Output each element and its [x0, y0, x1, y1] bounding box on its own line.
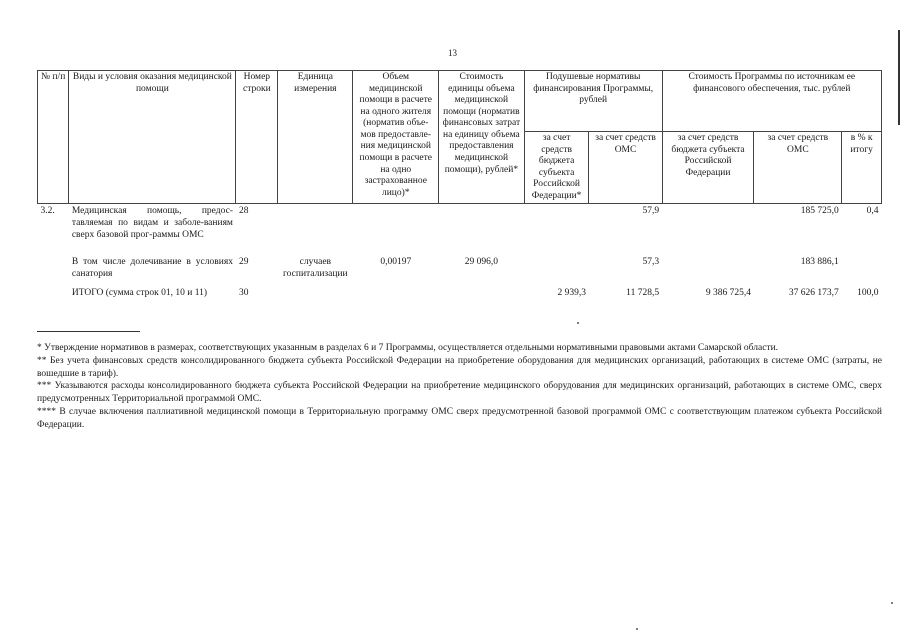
footnotes: [37, 342, 882, 432]
page-number: 13: [448, 48, 457, 58]
row-number: 29: [238, 257, 249, 268]
header-program-oms: за счет средств ОМС: [754, 132, 842, 204]
row-percent: 100,0: [857, 288, 879, 299]
table-row: [38, 255, 882, 286]
row-volume: [353, 204, 439, 256]
row-num: [38, 255, 69, 286]
row-name: В том числе долечивание в условиях санатория: [71, 257, 233, 280]
row-num: 3.2.: [40, 206, 55, 217]
row-pc-budget: 2 939,3: [557, 288, 586, 299]
row-unit: случаев госпитализации: [283, 257, 348, 280]
row-cost: [439, 286, 525, 313]
row-prog-budget: [662, 255, 754, 286]
row-pc-budget: [524, 204, 589, 256]
row-number: 30: [238, 288, 249, 299]
margin-rule: [898, 30, 900, 125]
footnote-3: *** Указываются расходы консолидированного бюджета субъекта Российской Федерации на приобретение медицинского оборудования для медицинских организаций, работающих в системе ОМС, сверх предусмотренных Территориальной программой ОМС.: [37, 381, 882, 405]
footnote-separator: [37, 331, 140, 332]
footnote-2: ** Без учета финансовых средств консолидированного бюджета субъекта Российской Федерации на приобретение оборудования для медицинских организаций, работающих в системе ОМС (затраты, не вошедшие в тариф).: [37, 355, 882, 379]
header-unit: Единица измерения: [278, 71, 353, 204]
row-volume: 0,00197: [380, 257, 412, 268]
header-volume: Объем медицинской помощи в расчете на одного жителя (норматив объе-мов предоставле-ния медицинской помощи в расчете на одно застрахованное лицо)*: [353, 71, 439, 204]
row-unit: [278, 204, 353, 256]
header-per-capita-budget: за счет средств бюджета субъекта Российской Федерации*: [524, 132, 589, 204]
scan-speck: [891, 602, 893, 604]
scan-speck: [636, 628, 638, 630]
row-number: 28: [238, 206, 249, 217]
row-unit: [278, 286, 353, 313]
row-pc-oms: 11 728,5: [626, 288, 660, 299]
header-program-cost: Стоимость Программы по источникам ее финансового обеспечения, тыс. рублей: [662, 71, 881, 132]
row-cost: [439, 204, 525, 256]
row-prog-oms: 185 725,0: [800, 206, 839, 217]
header-program-percent: в % к итогу: [842, 132, 882, 204]
header-program-budget: за счет средств бюджета субъекта Российской Федерации: [662, 132, 754, 204]
row-prog-oms: 183 886,1: [800, 257, 839, 268]
row-num: [38, 286, 69, 313]
header-cost: Стоимость единицы объема медицинской помощи (норматив финансовых затрат на единицу объема предоставления медицинской помощи), рублей*: [439, 71, 525, 204]
header-row-no: Номер строки: [236, 71, 278, 204]
row-prog-budget: 9 386 725,4: [705, 288, 751, 299]
row-percent: 0,4: [866, 206, 879, 217]
row-pc-oms: 57,3: [642, 257, 660, 268]
row-prog-budget: [662, 204, 754, 256]
header-num: № п/п: [38, 71, 69, 204]
row-volume: [353, 286, 439, 313]
row-name: ИТОГО (сумма строк 01, 10 и 11): [71, 288, 208, 299]
header-per-capita: Подушевые нормативы финансирования Программы, рублей: [524, 71, 662, 132]
row-cost: 29 096,0: [464, 257, 499, 268]
footnote-4: **** В случае включения паллиативной медицинской помощи в Территориальную программу ОМС сверх предусмотренной базовой программой ОМС с соответствующим платежом субъекта Российской Федерации.: [37, 407, 882, 430]
table-row: [38, 286, 882, 313]
row-pc-budget: [524, 255, 589, 286]
footnote-1: * Утверждение нормативов в размерах, соответствующих указанным в разделах 6 и 7 Программы, осуществляется отдельными нормативными правовыми актами Самарской области.: [37, 343, 779, 353]
scan-speck: [577, 322, 579, 324]
financing-table: [37, 70, 882, 313]
row-prog-oms: 37 626 173,7: [788, 288, 839, 299]
header-per-capita-oms: за счет средств ОМС: [589, 132, 662, 204]
row-name: Медицинская помощь, предос-тавляемая по видам и заболе-ваниям сверх базовой прог-раммы ОМС: [71, 206, 233, 240]
row-pc-oms: 57,9: [642, 206, 660, 217]
row-percent: [842, 255, 882, 286]
table-row: [38, 204, 882, 256]
header-types: Виды и условия оказания медицинской помощи: [69, 71, 236, 204]
